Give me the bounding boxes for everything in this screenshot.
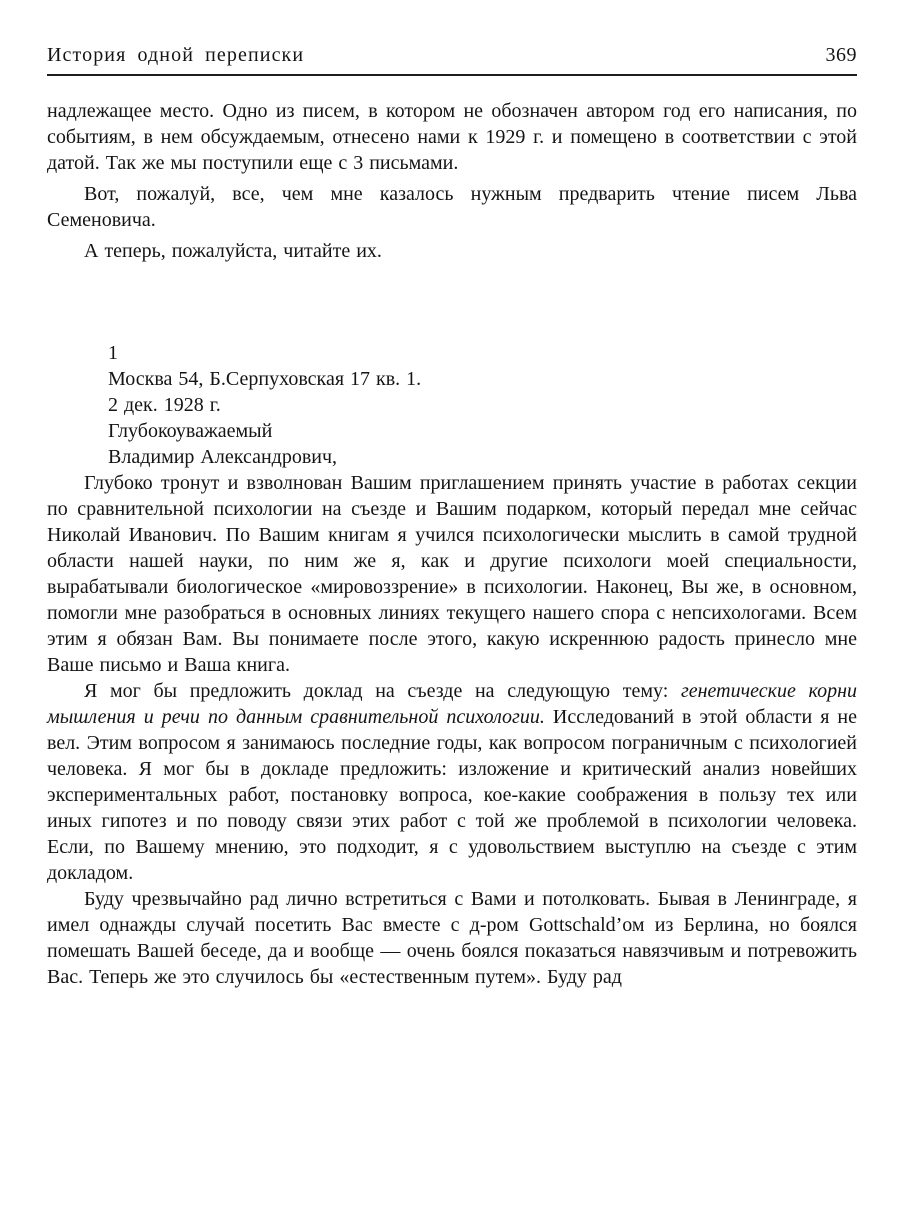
letter-block: [47, 340, 857, 990]
letter-body-2-lead: Я мог бы предложить доклад на съезде на следующую тему:: [84, 680, 681, 702]
page-number: 369: [825, 44, 857, 66]
letter-body-paragraph-3: Буду чрезвычайно рад лично встретиться с Вами и потолковать. Бывая в Ленинграде, я имел однажды случай посетить Вас вместе с д-ром Gottschald’ом из Берлина, но боялся помешать Вашей беседе, да и вообще — очень боялся показаться навязчивым и потревожить Вас. Теперь же это случилось бы «естественным путем». Буду рад: [47, 888, 857, 988]
letter-salutation-line-1: Глубокоуважаемый: [108, 420, 273, 442]
intro-paragraph-1: надлежащее место. Одно из писем, в котором не обозначен автором год его написания, по событиям, в нем обсуждаемым, отнесено нами к 1929 г. и помещено в соответствии с этой датой. Так же мы поступили еще с 3 письмами.: [47, 100, 857, 174]
report-topic-italic: генетические корни мышления и речи по данным сравнительной психологии.: [47, 680, 857, 728]
running-head: [47, 44, 857, 76]
letter-number-line: 1: [108, 342, 118, 364]
letter-date-line: 2 дек. 1928 г.: [108, 394, 221, 416]
intro-paragraph-3: А теперь, пожалуйста, читайте их.: [84, 240, 382, 262]
letter-heading: [47, 340, 857, 470]
page-body: [47, 98, 857, 990]
running-title: История одной переписки: [47, 44, 305, 66]
letter-address-line: Москва 54, Б.Серпуховская 17 кв. 1.: [108, 368, 422, 390]
letter-body-paragraph-2: [47, 678, 857, 886]
letter-body-paragraph-1: Глубоко тронут и взволнован Вашим приглашением принять участие в работах секции по сравнительной психологии на съезде и Вашим подарком, который передал мне сейчас Николай Иванович. По Вашим книгам я учился психологически мыслить в самой трудной области нашей науки, по ним же я, как и другие психологи моей специальности, вырабатывали биологическое «мировоззрение» в психологии. Наконец, Вы же, в основном, помогли мне разобраться в основных линиях текущего нашего спора с непсихологами. Всем этим я обязан Вам. Вы понимаете после этого, какую искреннюю радость принесло мне Ваше письмо и Ваша книга.: [47, 472, 857, 676]
letter-salutation-line-2: Владимир Александрович,: [108, 446, 338, 468]
letter-body-2-rest: Исследований в этой области я не вел. Этим вопросом я занимаюсь последние годы, как вопросом пограничным с психологией человека. Я мог бы в докладе предложить: изложение и критический анализ новейших экспериментальных работ, постановку вопроса, кое-какие соображения в пользу тех или иных гипотез и по поводу связи этих работ с той же проблемой в психологии человека. Если, по Вашему мнению, это подходит, я с удовольствием выступлю на съезде с этим докладом.: [47, 706, 857, 884]
intro-paragraph-2: Вот, пожалуй, все, чем мне казалось нужным предварить чтение писем Льва Семеновича.: [47, 183, 857, 231]
